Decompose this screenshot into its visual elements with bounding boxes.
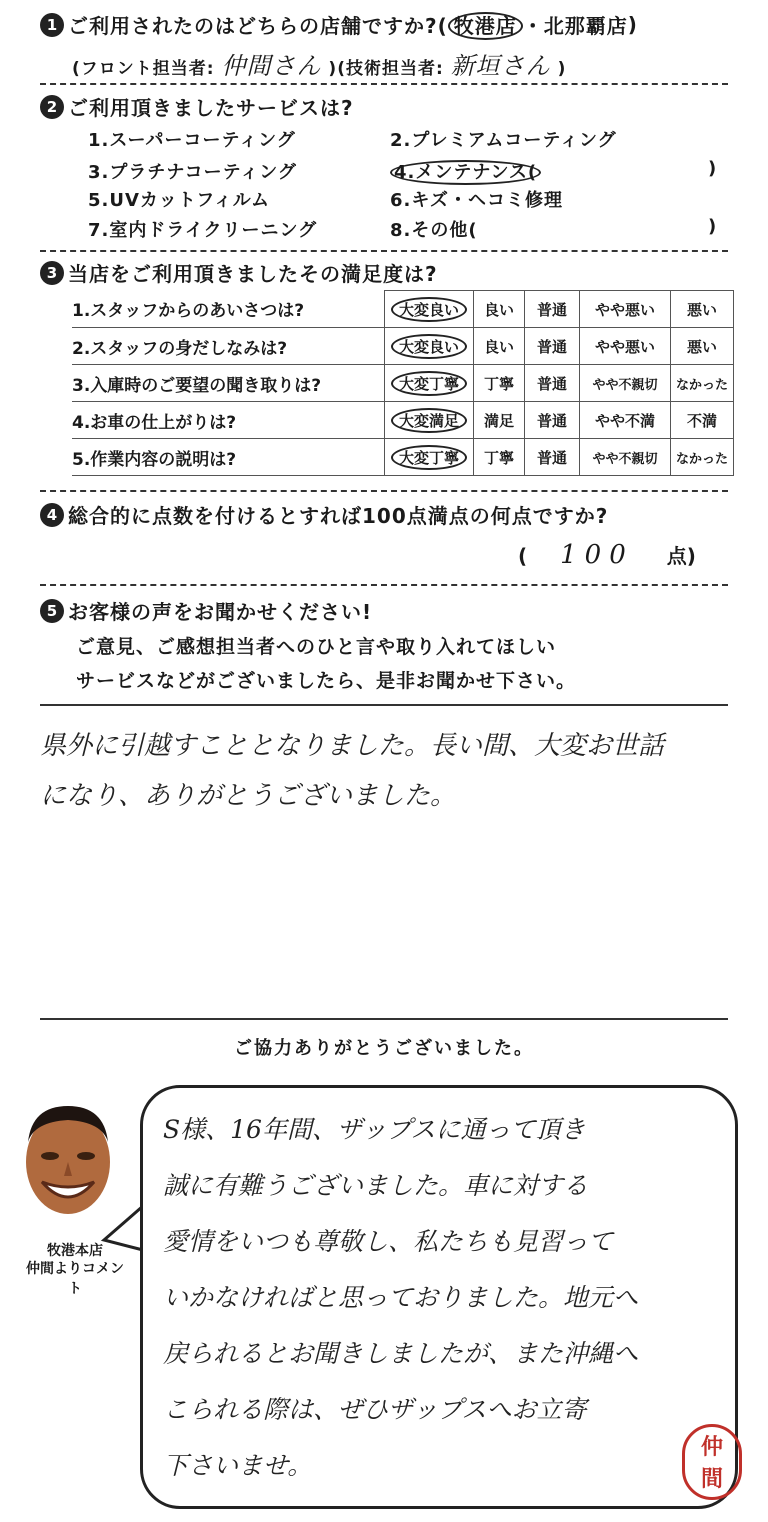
rating-option: 普通 <box>525 328 580 365</box>
rating-option: 不満 <box>671 402 734 439</box>
question-number: 3 <box>40 261 64 285</box>
tech-label: )(技術担当者: <box>328 59 444 79</box>
paren-close: ) <box>708 216 718 237</box>
rating-option: やや不満 <box>580 402 671 439</box>
rating-option: やや不親切 <box>580 365 671 402</box>
store-close: ) <box>627 12 638 37</box>
front-label: (フロント担当者: <box>72 59 215 79</box>
question-number: 4 <box>40 503 64 527</box>
comment-bubble <box>140 1085 738 1509</box>
service-option: 1.スーパーコーティング <box>88 130 296 151</box>
comment-line: 下さいませ。 <box>163 1451 313 1480</box>
store-selected: 牧港店 <box>448 12 523 40</box>
answer-line-2: になり、ありがとうございました。 <box>40 781 457 811</box>
rating-option: やや不親切 <box>580 439 671 476</box>
tech-name: 新垣さん <box>450 52 551 80</box>
rating-table <box>72 290 734 476</box>
question-5-line-2: ご意見、ご感想担当者へのひと言や取り入れてほしい <box>76 636 557 658</box>
comment-text <box>163 1102 723 1494</box>
rating-option: なかった <box>671 439 734 476</box>
staff-line <box>72 46 566 81</box>
service-option: 8.その他( <box>390 220 478 241</box>
rating-row <box>72 439 734 476</box>
answer-line-1: 県外に引越すこととなりました。長い間、大変お世話 <box>40 731 665 761</box>
rating-option-selected: 大変良い <box>391 334 467 359</box>
rating-option: 良い <box>474 328 525 365</box>
rating-option: 満足 <box>474 402 525 439</box>
service-option: 6.キズ・ヘコミ修理 <box>390 190 564 211</box>
question-number: 2 <box>40 95 64 119</box>
score-value: 100 <box>560 540 634 570</box>
rating-option: 普通 <box>525 439 580 476</box>
rating-question: 2.スタッフの身だしなみは? <box>72 328 385 365</box>
question-4 <box>40 500 608 529</box>
rating-option: 普通 <box>525 365 580 402</box>
question-2-text: ご利用頂きましたサービスは? <box>68 96 354 120</box>
service-option-selected <box>390 158 541 184</box>
rating-option: 悪い <box>671 328 734 365</box>
rating-option-selected: 大変丁寧 <box>391 371 467 396</box>
avatar-caption-1: 牧港本店 <box>47 1243 103 1259</box>
rating-question: 3.入庫時のご要望の聞き取りは? <box>72 365 385 402</box>
rating-option: 丁寧 <box>474 365 525 402</box>
rating-row <box>72 291 734 328</box>
question-3 <box>40 258 438 287</box>
rating-option: 丁寧 <box>474 439 525 476</box>
question-5-line-3: サービスなどがございましたら、是非お聞かせ下さい。 <box>76 670 577 692</box>
question-1-text: ご利用されたのはどちらの店舗ですか?( <box>68 14 448 38</box>
comment-line: 誠に有難うございました。車に対する <box>163 1171 589 1200</box>
divider <box>40 250 728 252</box>
rating-option: なかった <box>671 365 734 402</box>
comment-line: 愛情をいつも尊敬し、私たちも見習って <box>163 1227 614 1256</box>
service-option: 5.UVカットフィルム <box>88 190 271 211</box>
paren-close: ) <box>708 158 718 179</box>
question-1 <box>40 10 638 39</box>
question-number: 1 <box>40 13 64 37</box>
comment-line: 戻られるとお聞きしましたが、また沖縄へ <box>163 1339 639 1368</box>
service-option: 7.室内ドライクリーニング <box>88 220 318 241</box>
rating-question: 4.お車の仕上がりは? <box>72 402 385 439</box>
avatar-caption-2: 仲間よりコメント <box>26 1261 124 1297</box>
stamp-char: 仲 <box>700 1434 723 1460</box>
rating-option: 良い <box>474 291 525 328</box>
score-open: ( <box>518 544 528 568</box>
divider <box>40 83 728 85</box>
question-4-text: 総合的に点数を付けるとすれば100点満点の何点ですか? <box>68 504 609 528</box>
question-number: 5 <box>40 599 64 623</box>
rating-option: やや悪い <box>580 328 671 365</box>
question-2 <box>40 92 354 121</box>
score-line <box>518 540 696 570</box>
rating-option: 普通 <box>525 291 580 328</box>
tech-close: ) <box>557 59 567 79</box>
rating-option: やや悪い <box>580 291 671 328</box>
question-3-text: 当店をご利用頂きましたその満足度は? <box>68 262 438 286</box>
rating-option: 悪い <box>671 291 734 328</box>
rating-row <box>72 402 734 439</box>
score-unit: 点) <box>666 544 696 568</box>
store-separator: ・ <box>522 14 544 38</box>
divider <box>40 584 728 586</box>
name-stamp <box>682 1424 742 1500</box>
front-name: 仲間さん <box>221 52 322 80</box>
service-option: 2.プレミアムコーティング <box>390 130 617 151</box>
comment-line: いかなければと思っておりました。地元へ <box>163 1283 639 1312</box>
question-5-text: お客様の声をお聞かせください! <box>68 600 373 624</box>
rating-row <box>72 328 734 365</box>
selection-circle: 4.メンテナンス( <box>390 160 541 185</box>
question-5 <box>40 596 372 625</box>
answer-bottom-rule <box>40 1018 728 1020</box>
rating-question: 1.スタッフからのあいさつは? <box>72 291 385 328</box>
comment-line: こられる際は、ぜひザップスへお立寄 <box>163 1395 587 1424</box>
store-other: 北那覇店 <box>543 14 628 38</box>
rating-option-selected: 大変丁寧 <box>391 445 467 470</box>
thanks-message: ご協力ありがとうございました。 <box>234 1038 534 1059</box>
answer-top-rule <box>40 704 728 706</box>
rating-option-selected: 大変良い <box>391 297 467 322</box>
comment-line: S様、16年間、ザップスに通って頂き <box>163 1115 586 1144</box>
rating-question: 5.作業内容の説明は? <box>72 439 385 476</box>
divider <box>40 490 728 492</box>
rating-row <box>72 365 734 402</box>
service-option: 3.プラチナコーティング <box>88 162 297 183</box>
rating-option: 普通 <box>525 402 580 439</box>
stamp-char: 間 <box>700 1466 723 1492</box>
rating-option-selected: 大変満足 <box>391 408 467 433</box>
